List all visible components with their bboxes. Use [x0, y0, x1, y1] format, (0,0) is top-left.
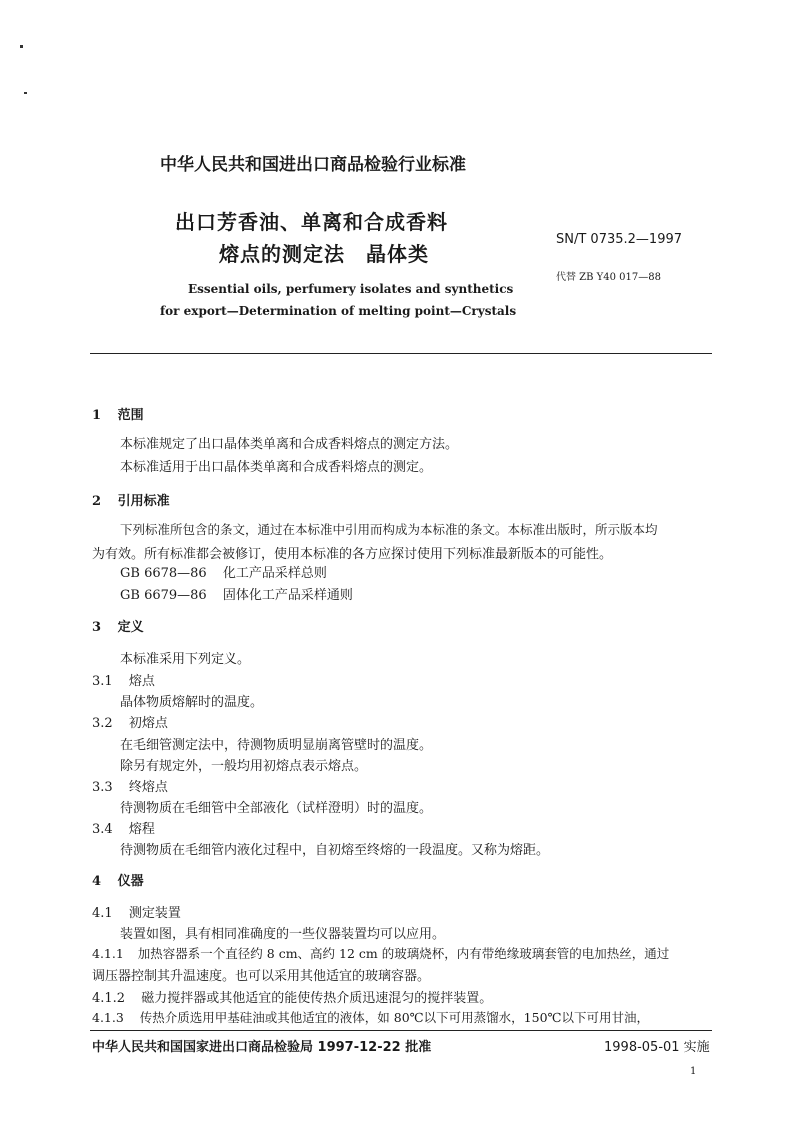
scan-speck	[20, 45, 23, 48]
english-title-line-1: Essential oils, perfumery isolates and synthetics	[188, 282, 514, 296]
definition-term	[92, 670, 155, 689]
definition-text: 除另有规定外，一般均用初熔点表示熔点。	[120, 759, 368, 774]
paragraph: 本标准规定了出口晶体类单离和合成香料熔点的测定方法。	[120, 437, 459, 452]
definition-text: 待测物质在毛细管内液化过程中，自初熔至终熔的一段温度。又称为熔距。	[120, 843, 550, 858]
definition-text: 晶体物质熔解时的温度。	[120, 695, 264, 710]
section-number: 4	[92, 874, 102, 889]
clause-number: 4.1.1	[92, 946, 124, 961]
clause-number: 3.3	[92, 780, 113, 795]
definition-term	[92, 818, 155, 837]
standard-title-line-2: 熔点的测定法 晶体类	[219, 242, 429, 266]
reference-code: GB 6679—86	[120, 588, 207, 603]
term: 熔程	[128, 822, 155, 837]
paragraph: 本标准采用下列定义。	[120, 652, 251, 667]
clause-number: 4.1	[92, 906, 113, 921]
footer-divider	[90, 1030, 712, 1031]
clause-number: 3.1	[92, 674, 113, 689]
section-2-heading	[92, 490, 170, 509]
definition-text: 待测物质在毛细管中全部液化（试样澄明）时的温度。	[120, 801, 433, 816]
paragraph-continuation: 为有效。所有标准都会被修订，使用本标准的各方应探讨使用下列标准最新版本的可能性。	[92, 547, 613, 562]
section-title: 定义	[117, 620, 144, 635]
term: 终熔点	[128, 780, 168, 795]
clause-paragraph	[92, 987, 492, 1006]
paragraph-continuation: 调压器控制其升温速度。也可以采用其他适宜的玻璃容器。	[92, 969, 431, 984]
paragraph: 装置如图，具有相同准确度的一些仪器装置均可以应用。	[120, 927, 446, 942]
clause-text: 磁力搅拌器或其他适宜的能使传热介质迅速混匀的搅拌装置。	[141, 991, 493, 1006]
term: 熔点	[128, 674, 155, 689]
clause-number: 3.4	[92, 822, 113, 837]
section-title: 仪器	[117, 874, 144, 889]
section-number: 1	[92, 408, 102, 423]
clause-number: 4.1.3	[92, 1010, 124, 1025]
section-number: 2	[92, 494, 102, 509]
scan-speck	[24, 92, 27, 94]
replaces-note: 代替 ZB Y40 017—88	[556, 272, 661, 283]
clause-paragraph	[92, 944, 669, 962]
definition-term	[92, 712, 168, 731]
section-title: 引用标准	[117, 494, 170, 509]
clause-text: 加热容器系一个直径约 8 cm、高约 12 cm 的玻璃烧杯，内有带绝缘玻璃套管的电加热丝，通过	[137, 946, 670, 961]
standard-title-line-1: 出口芳香油、单离和合成香料	[175, 210, 448, 234]
paragraph: 下列标准所包含的条文，通过在本标准中引用而构成为本标准的条文。本标准出版时，所示版本均	[120, 522, 658, 537]
approval-line: 中华人民共和国国家进出口商品检验局 1997-12-22 批准	[92, 1040, 432, 1055]
issuing-authority: 中华人民共和国进出口商品检验行业标准	[160, 155, 466, 175]
clause-number: 4.1.2	[92, 991, 126, 1006]
normative-reference	[120, 584, 353, 603]
english-title-line-2: for export—Determination of melting point—Crystals	[160, 304, 517, 318]
header-divider	[90, 353, 712, 354]
clause-paragraph	[92, 1008, 649, 1026]
standard-number: SN/T 0735.2—1997	[556, 232, 683, 247]
clause-title: 测定装置	[128, 906, 181, 921]
clause-text: 传热介质选用甲基硅油或其他适宜的液体，如 80℃以下可用蒸馏水，150℃以下可用甘油，	[139, 1010, 650, 1025]
section-4-heading	[92, 870, 144, 889]
definition-term	[92, 776, 168, 795]
paragraph: 本标准适用于出口晶体类单离和合成香料熔点的测定。	[120, 460, 433, 475]
section-3-heading	[92, 616, 144, 635]
reference-code: GB 6678—86	[120, 566, 207, 581]
section-number: 3	[92, 620, 102, 635]
reference-title: 固体化工产品采样通则	[222, 588, 353, 603]
reference-title: 化工产品采样总则	[222, 566, 327, 581]
section-title: 范围	[117, 408, 144, 423]
clause-heading	[92, 902, 181, 921]
clause-number: 3.2	[92, 716, 113, 731]
normative-reference	[120, 562, 327, 581]
term: 初熔点	[128, 716, 168, 731]
section-1-heading	[92, 404, 144, 423]
effective-date: 1998-05-01 实施	[604, 1040, 710, 1055]
page-number: 1	[690, 1066, 697, 1077]
definition-text: 在毛细管测定法中，待测物质明显崩离管壁时的温度。	[120, 738, 433, 753]
